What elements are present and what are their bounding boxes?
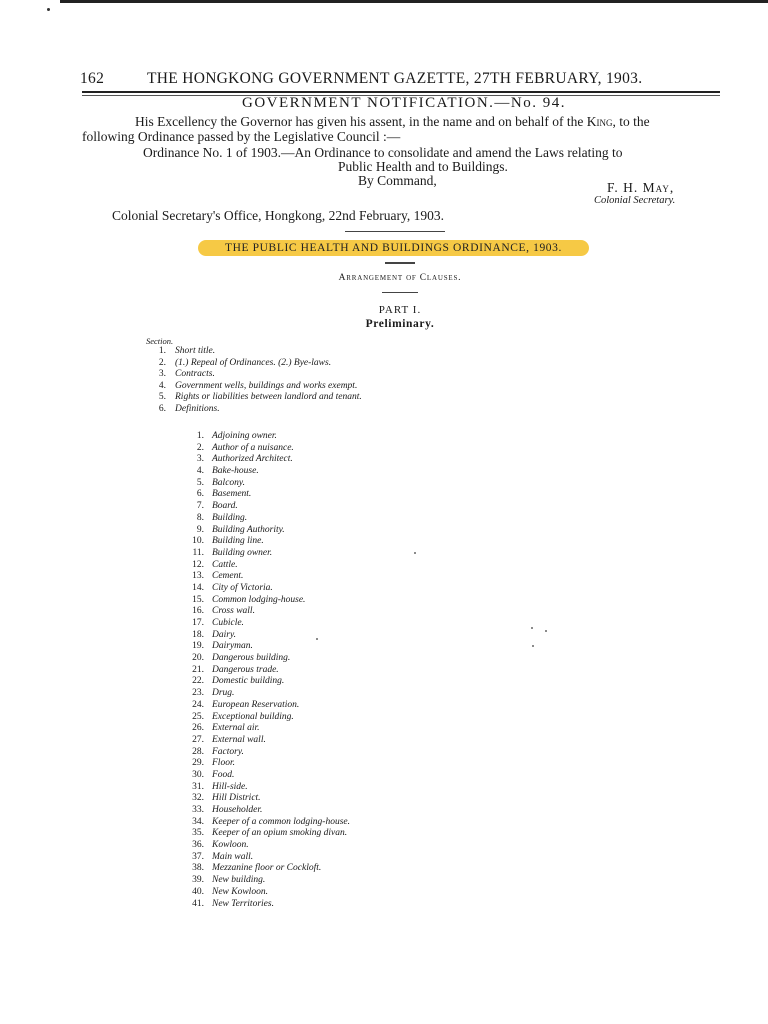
item-text: Kowloon.: [212, 840, 249, 851]
item-text: Board.: [212, 501, 238, 512]
item-text: Government wells, buildings and works exempt.: [175, 380, 358, 391]
office-dateline: Colonial Secretary's Office, Hongkong, 22nd February, 1903.: [112, 208, 444, 223]
page-speck: [47, 8, 50, 11]
item-text: External air.: [212, 723, 260, 734]
item-number: 8.: [196, 512, 204, 523]
part-heading: PART I.: [378, 304, 422, 316]
item-number: 36.: [192, 840, 204, 851]
section-divider: [345, 231, 445, 232]
item-text: (1.) Repeal of Ordinances. (2.) Bye-laws.: [175, 357, 332, 368]
item-number: 40.: [192, 886, 204, 897]
item-number: 6.: [196, 489, 204, 500]
item-number: 23.: [192, 688, 204, 699]
item-number: 28.: [192, 746, 204, 757]
item-number: 1.: [158, 346, 166, 356]
item-number: 34.: [192, 816, 204, 827]
item-number: 35.: [192, 828, 204, 839]
item-number: 32.: [192, 793, 204, 804]
item-number: 21.: [192, 664, 204, 675]
section-column-label: Section.: [146, 336, 174, 346]
item-text: Author of a nuisance.: [212, 442, 294, 453]
item-text: Common lodging-house.: [212, 594, 306, 605]
item-number: 3.: [196, 454, 204, 465]
item-number: 22.: [192, 676, 204, 687]
page-number: 162: [80, 70, 105, 87]
item-number: 15.: [192, 594, 204, 605]
item-text: Domestic building.: [212, 676, 285, 687]
item-number: 27.: [192, 734, 204, 745]
item-text: Building line.: [212, 536, 264, 547]
item-text: City of Victoria.: [212, 582, 273, 593]
item-number: 30.: [192, 769, 204, 780]
item-text: Mezzanine floor or Cockloft.: [212, 863, 322, 874]
item-text: New building.: [212, 875, 266, 886]
item-number: 2.: [158, 357, 166, 368]
item-number: 39.: [192, 875, 204, 886]
item-number: 24.: [192, 699, 204, 710]
item-number: 4.: [158, 380, 166, 391]
part-subheading: Preliminary.: [365, 318, 435, 330]
page-speck: [545, 630, 547, 632]
item-text: Building owner.: [212, 547, 273, 558]
item-text: Definitions.: [175, 403, 220, 414]
item-text: Building Authority.: [212, 524, 285, 535]
item-text: Keeper of a common lodging-house.: [212, 816, 350, 827]
item-number: 29.: [192, 758, 204, 769]
item-number: 38.: [192, 863, 204, 874]
item-number: 4.: [196, 466, 204, 477]
item-number: 25.: [192, 711, 204, 722]
item-text: Dairy.: [212, 629, 237, 640]
by-command: By Command,: [358, 173, 437, 188]
arrangement-rule: [382, 292, 418, 293]
item-number: 17.: [192, 618, 204, 628]
item-number: 2.: [196, 442, 204, 453]
notification-title: GOVERNMENT NOTIFICATION.—No. 94.: [242, 95, 566, 111]
item-text: Factory.: [212, 746, 244, 757]
item-text: External wall.: [212, 734, 266, 745]
assent-paragraph-line2: following Ordinance passed by the Legislative Council :—: [82, 129, 401, 144]
item-text: Balcony.: [212, 477, 245, 488]
item-text: Hill-side.: [212, 781, 248, 792]
item-text: Keeper of an opium smoking divan.: [212, 828, 348, 839]
item-number: 18.: [192, 629, 204, 640]
item-text: Cattle.: [212, 559, 238, 570]
ordinance-title-highlighted: THE PUBLIC HEALTH AND BUILDINGS ORDINANCE, 1903.: [198, 240, 589, 256]
assent-paragraph-line1: His Excellency the Governor has given his assent, in the name and on behalf of the King, to the: [135, 114, 650, 129]
ordinance-line1: Ordinance No. 1 of 1903.—An Ordinance to consolidate and amend the Laws relating to: [143, 145, 623, 160]
item-text: Short title.: [175, 346, 216, 356]
page-speck: [531, 627, 533, 629]
item-text: Exceptional building.: [212, 711, 294, 722]
item-number: 13.: [192, 571, 204, 582]
item-number: 37.: [192, 851, 204, 862]
item-text: Authorized Architect.: [212, 454, 293, 465]
signature-name: F. H. May,: [607, 180, 675, 195]
item-text: Floor.: [212, 758, 235, 769]
signature-title: Colonial Secretary.: [594, 195, 676, 206]
item-text: Householder.: [212, 805, 263, 815]
item-text: Building.: [212, 512, 248, 523]
item-number: 33.: [192, 805, 204, 815]
item-number: 41.: [192, 898, 204, 909]
item-number: 5.: [196, 477, 204, 488]
item-text: Bake-house.: [212, 466, 259, 477]
item-number: 11.: [192, 547, 204, 558]
title-underline: [385, 262, 415, 264]
page-header: [80, 66, 720, 88]
item-text: Cross wall.: [212, 606, 255, 617]
item-text: New Kowloon.: [212, 886, 268, 897]
item-text: Cubicle.: [212, 618, 244, 628]
item-text: Drug.: [212, 688, 235, 699]
item-number: 19.: [192, 641, 204, 652]
item-text: European Reservation.: [212, 699, 300, 710]
item-text: New Territories.: [212, 898, 274, 909]
item-number: 10.: [192, 536, 204, 547]
item-number: 7.: [196, 501, 204, 512]
item-text: Dangerous trade.: [212, 664, 279, 675]
item-text: Basement.: [212, 489, 252, 500]
item-number: 14.: [192, 582, 204, 593]
item-number: 31.: [192, 781, 204, 792]
item-number: 16.: [192, 606, 204, 617]
item-text: Adjoining owner.: [212, 431, 277, 441]
top-edge-rule: [60, 0, 768, 3]
item-number: 5.: [158, 392, 166, 403]
page-speck: [414, 552, 416, 554]
header-rule-thick: [82, 91, 720, 93]
page-speck: [532, 645, 534, 647]
gazette-title: THE HONGKONG GOVERNMENT GAZETTE, 27TH FEBRUARY, 1903.: [147, 70, 643, 87]
item-number: 1.: [196, 431, 204, 441]
item-number: 12.: [192, 559, 204, 570]
item-text: Main wall.: [212, 851, 254, 862]
ordinance-line2: Public Health and to Buildings.: [338, 159, 508, 174]
item-number: 9.: [196, 524, 204, 535]
item-text: Dangerous building.: [212, 653, 291, 664]
item-text: Cement.: [212, 571, 244, 582]
page-speck: [316, 638, 318, 640]
item-text: Hill District.: [212, 793, 261, 804]
item-number: 20.: [192, 653, 204, 664]
item-text: Contracts.: [175, 369, 215, 380]
item-text: Dairyman.: [212, 641, 253, 652]
item-text: Rights or liabilities between landlord and tenant.: [175, 392, 362, 403]
arrangement-heading: Arrangement of Clauses.: [338, 273, 462, 283]
item-text: Food.: [212, 769, 235, 780]
item-number: 3.: [158, 369, 166, 380]
item-number: 6.: [158, 403, 166, 414]
item-number: 26.: [192, 723, 204, 734]
